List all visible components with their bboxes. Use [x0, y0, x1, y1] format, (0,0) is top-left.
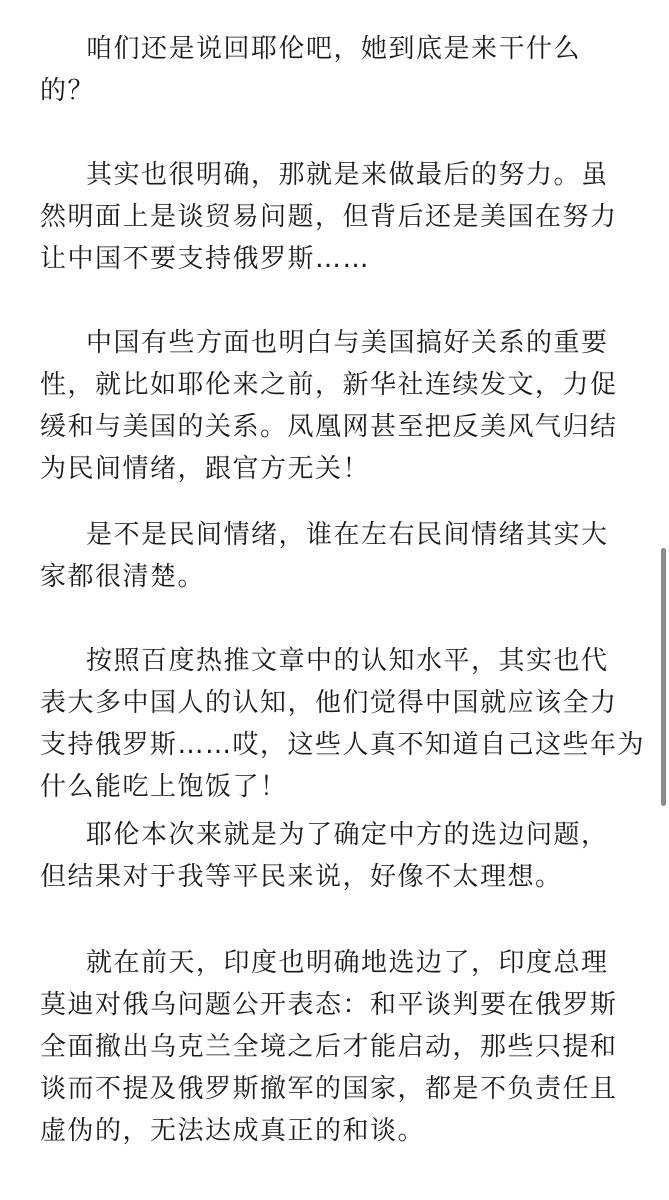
paragraph-5 — [40, 640, 646, 808]
paragraph-line: 支持俄罗斯……哎，这些人真不知道自己这些年为 — [40, 730, 646, 760]
paragraph-line: 然明面上是谈贸易问题，但背后还是美国在努力 — [40, 202, 618, 232]
paragraph-line: 性，就比如耶伦来之前，新华社连续发文，力促 — [40, 370, 618, 400]
paragraph-line: 咱们还是说回耶伦吧，她到底是来干什么 — [86, 34, 582, 64]
paragraph-line: 就在前天，印度也明确地选边了，印度总理 — [86, 948, 609, 978]
paragraph-line: 缓和与美国的关系。凤凰网甚至把反美风气归结 — [40, 412, 618, 442]
paragraph-2 — [40, 154, 640, 280]
paragraph-line: 为民间情绪，跟官方无关！ — [40, 454, 371, 484]
paragraph-3 — [40, 322, 640, 490]
paragraph-line: 全面撤出乌克兰全境之后才能启动，那些只提和 — [40, 1032, 618, 1062]
paragraph-line: 的？ — [40, 76, 96, 106]
paragraph-line: 但结果对于我等平民来说，好像不太理想。 — [40, 862, 563, 892]
paragraph-6 — [40, 814, 640, 898]
paragraph-line: 是不是民间情绪，谁在左右民间情绪其实大 — [86, 520, 609, 550]
paragraph-line: 表大多中国人的认知，他们觉得中国就应该全力 — [40, 688, 618, 718]
paragraph-line: 耶伦本次来就是为了确定中方的选边问题， — [86, 820, 609, 850]
paragraph-line: 虚伪的，无法达成真正的和谈。 — [40, 1116, 426, 1146]
paragraph-line: 中国有些方面也明白与美国搞好关系的重要 — [86, 328, 609, 358]
scrollbar[interactable] — [661, 0, 667, 1200]
paragraph-line: 让中国不要支持俄罗斯…… — [40, 244, 371, 274]
paragraph-line: 家都很清楚。 — [40, 562, 206, 592]
paragraph-7 — [40, 942, 640, 1152]
scrollbar-thumb[interactable] — [661, 548, 666, 806]
paragraph-1 — [40, 28, 640, 112]
paragraph-line: 什么能吃上饱饭了！ — [40, 772, 288, 802]
paragraph-4 — [40, 514, 640, 598]
paragraph-line: 莫迪对俄乌问题公开表态：和平谈判要在俄罗斯 — [40, 990, 618, 1020]
paragraph-line: 其实也很明确，那就是来做最后的努力。虽 — [86, 160, 609, 190]
paragraph-line: 谈而不提及俄罗斯撤军的国家，都是不负责任且 — [40, 1074, 618, 1104]
paragraph-line: 按照百度热推文章中的认知水平，其实也代 — [86, 646, 609, 676]
